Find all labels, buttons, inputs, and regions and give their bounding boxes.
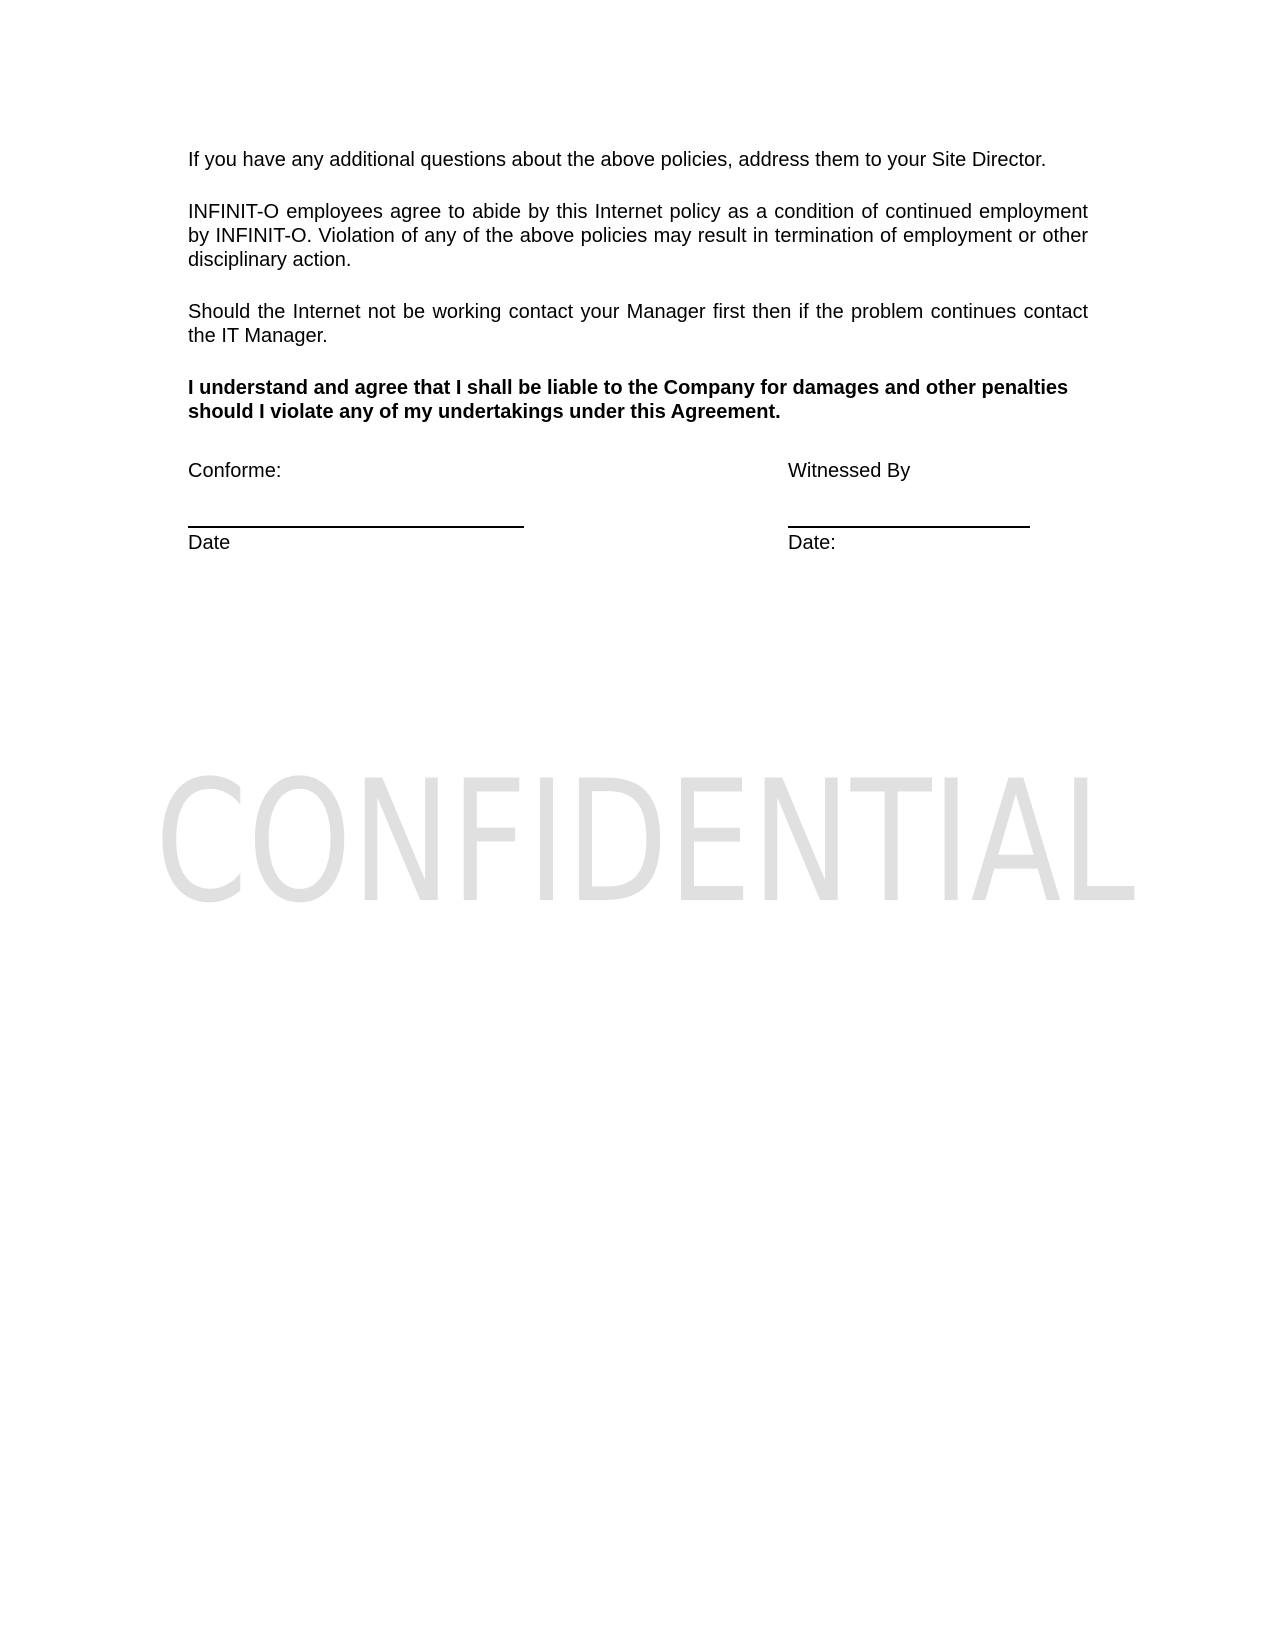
questions-paragraph: If you have any additional questions about the above policies, address them to your Site Director. (188, 149, 1047, 171)
liability-statement: I understand and agree that I shall be liable to the Company for damages and other penalties should I violate any of my undertakings under this Agreement. (188, 377, 1069, 423)
witness-date-label: Date: (788, 532, 836, 554)
conforme-label: Conforme: (188, 460, 282, 482)
confidential-watermark (150, 742, 1140, 940)
policy-agreement-paragraph: INFINIT-O employees agree to abide by this Internet policy as a condition of continued employment by INFINIT-O. Violation of any of the above policies may result in termination of employment or other disciplinary action. (188, 201, 1088, 271)
internet-issue-paragraph: Should the Internet not be working contact your Manager first then if the problem continues contact the IT Manager. (188, 301, 1088, 347)
witnessed-by-label: Witnessed By (788, 460, 911, 482)
conforme-signature-line (188, 526, 524, 528)
witness-signature-line (788, 526, 1030, 528)
conforme-date-label: Date (188, 532, 231, 554)
watermark-text: CONFIDENTIAL (155, 744, 1135, 940)
document-body (188, 148, 1088, 452)
